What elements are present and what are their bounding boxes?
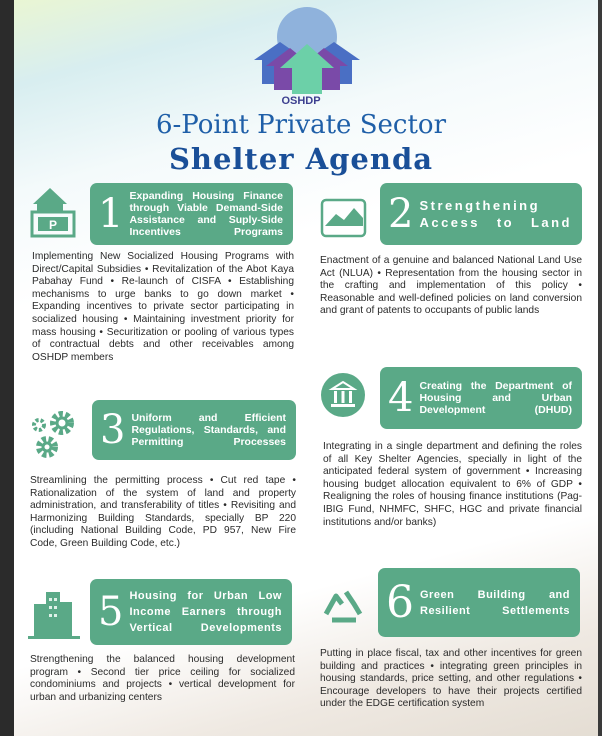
house-peso-icon (30, 186, 76, 238)
point-6-header (378, 568, 580, 637)
point-6-body: Putting in place fiscal, tax and other incentives for green building and practices • integrating green principles in housing standards, price setting, and other regulations • Encourage developers to have their projects certified under the EDGE certification system (320, 648, 582, 710)
point-title: Expanding Housing Finance through Viable Demand-Side Assistance and Suply-Side Incentives Programs (129, 190, 283, 238)
point-1-header (90, 183, 293, 245)
buildings-icon (28, 588, 80, 640)
point-2-body: Enactment of a genuine and balanced National Land Use Act (NLUA) • Representation from the housing sector in the crafting and implementation of this policy • Reasonable and well-defined policies on land conversion and grant of patents to occupants of public lands (320, 255, 582, 317)
point-number: 5 (98, 589, 124, 635)
point-5-header (90, 579, 292, 645)
title-line-1: 6-Point Private Sector (155, 110, 446, 140)
logo-text: OSHDP (281, 95, 321, 107)
government-building-icon (320, 372, 366, 418)
point-title: Strengthening Access to Land (419, 198, 572, 230)
recycle-icon (320, 584, 366, 626)
point-1-body: Implementing New Socialized Housing Programs with Direct/Capital Subsidies • Revitalization of the Abot Kaya Pabahay Fund • Re-launch of CISFA • Establishing mechanisms to urge banks to go down market • Expanding incentives to private sector participating in socialized housing • Maintaining investment priority for mass housing • Securitization or pooling of various types of contractual debts and other receivables among OSHDP members (32, 251, 294, 363)
point-title: Uniform and Efficient Regulations, Standards, and Permitting Processes (131, 412, 286, 448)
gears-icon (30, 405, 82, 463)
point-4-header (380, 367, 582, 429)
point-title: Green Building and Resilient Settlements (420, 588, 570, 617)
point-title: Housing for Urban Low Income Earners through Vertical Developments (129, 590, 282, 634)
point-3-body: Streamlining the permitting process • Cut red tape • Rationalization of the system of land and property administration, and transferability of titles • Revisiting and Harmonizing Building Standards, specially BP 220 (including National Building Code, PD 957, New Fire Code, Green Building Code, etc.) (30, 475, 296, 549)
svg-text:P: P (48, 218, 58, 232)
point-5-body: Strengthening the balanced housing development program • Second tier price ceiling for socialized condominiums and projects • vertical development for urban and urbanizing centers (30, 654, 295, 703)
title-line-2: Shelter Agenda (168, 142, 434, 176)
land-icon (320, 198, 367, 238)
point-title: Creating the Department of Housing and Urban Development (DHUD) (419, 380, 572, 416)
point-2-header (380, 183, 582, 245)
point-number: 4 (388, 375, 414, 421)
point-number: 1 (98, 191, 124, 237)
point-number: 6 (386, 576, 414, 628)
point-number: 2 (388, 191, 414, 237)
point-number: 3 (100, 407, 126, 453)
point-4-body: Integrating in a single department and defining the roles of all Key Shelter Agencies, specially in light of the anticipated federal system of government • Increasing housing budget allocation equivalent to 6% of GDP • Realigning the roles of housing finance institutions (Pag-IBIG Fund, NHMFC, SHFC, HGC and private financial institutions and/or banks) (323, 441, 582, 528)
point-3-header (92, 400, 296, 460)
oshdp-logo-icon (252, 4, 362, 108)
